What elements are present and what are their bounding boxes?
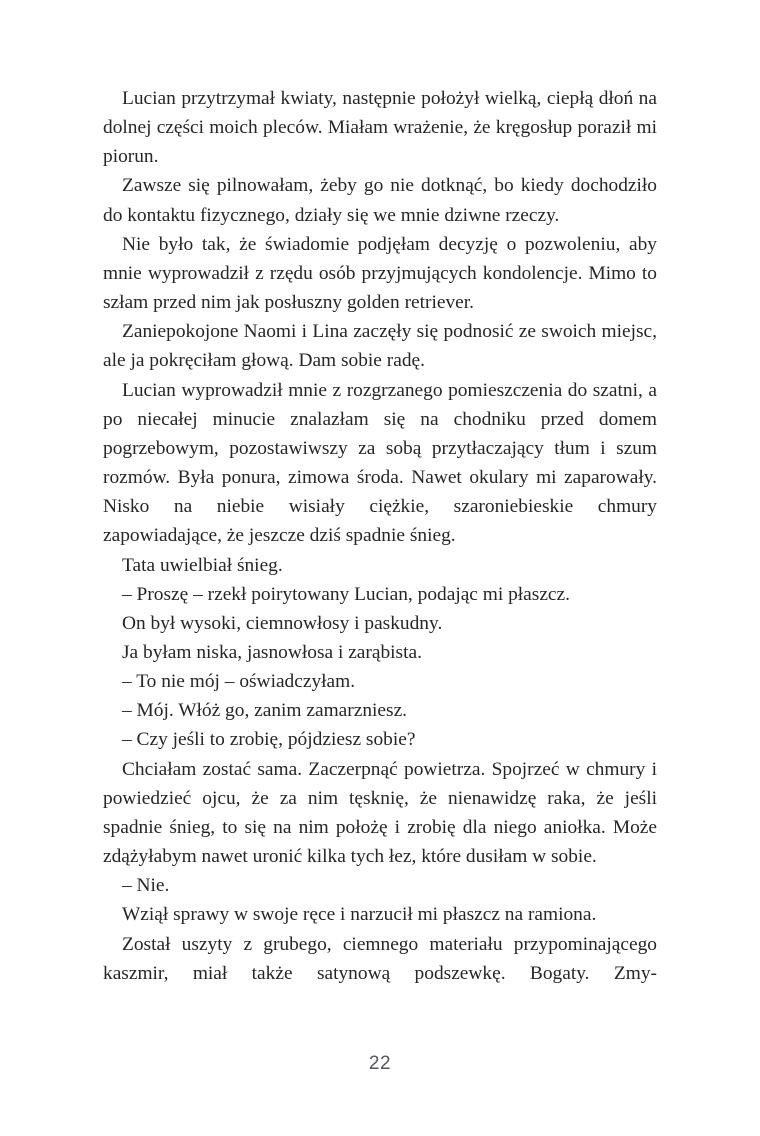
page-number: 22 (368, 1053, 392, 1074)
dialogue-line: – Mój. Włóż go, zanim zamarzniesz. (122, 700, 408, 722)
dialogue-line: – To nie mój – oświadczyłam. (122, 671, 356, 693)
paragraph: Chciałam zostać sama. Zaczerpnąć powietrza. Spojrzeć w chmury i powiedzieć ojcu, że za nim tęsknię, że nienawidzę raka, że jeśli spadnie śnieg, to się na nim położę i zrobię dla niego aniołka. Może zdążyłabym nawet uronić kilka tych łez, które dusiłam w sobie. (103, 758, 657, 868)
paragraph: Lucian przytrzymał kwiaty, następnie położył wielką, ciepłą dłoń na dolnej części moich pleców. Miałam wrażenie, że kręgosłup poraził mi piorun. (103, 88, 657, 168)
paragraph: Zawsze się pilnowałam, żeby go nie dotknąć, bo kiedy dochodziło do kontaktu fizycznego, działy się we mnie dziwne rzeczy. (103, 175, 657, 226)
paragraph: Nie było tak, że świadomie podjęłam decyzję o pozwoleniu, aby mnie wyprowadził z rzędu osób przyjmujących kondolencje. Mimo to szłam przed nim jak posłuszny golden retriever. (103, 233, 657, 314)
paragraph: Został uszyty z grubego, ciemnego materiału przypominającego kaszmir, miał także satynową podszewkę. Bogaty. Zmy- (103, 933, 657, 984)
paragraph: Ja byłam niska, jasnowłosa i zarąbista. (122, 641, 422, 663)
dialogue-line: – Proszę – rzekł poirytowany Lucian, podając mi płaszcz. (122, 583, 570, 605)
page-text-block (103, 84, 657, 988)
dialogue-line: – Nie. (122, 875, 170, 897)
paragraph: Lucian wyprowadził mnie z rozgrzanego pomieszczenia do szatni, a po niecałej minucie znalazłam się na chodniku przed domem pogrzebowym, pozostawiwszy za sobą przytłaczający tłum i szum rozmów. Była ponura, zimowa środa. Nawet okulary mi zaparowały. Nisko na niebie wisiały ciężkie, szaroniebieskie chmury zapowiadające, że jeszcze dziś spadnie śnieg. (103, 379, 657, 547)
paragraph: Tata uwielbiał śnieg. (122, 554, 283, 576)
paragraph: On był wysoki, ciemnowłosy i paskudny. (122, 612, 443, 634)
dialogue-line: – Czy jeśli to zrobię, pójdziesz sobie? (122, 729, 416, 751)
paragraph: Zaniepokojone Naomi i Lina zaczęły się podnosić ze swoich miejsc, ale ja pokręciłam głową. Dam sobie radę. (103, 321, 657, 372)
paragraph: Wziął sprawy w swoje ręce i narzucił mi płaszcz na ramiona. (122, 904, 597, 926)
